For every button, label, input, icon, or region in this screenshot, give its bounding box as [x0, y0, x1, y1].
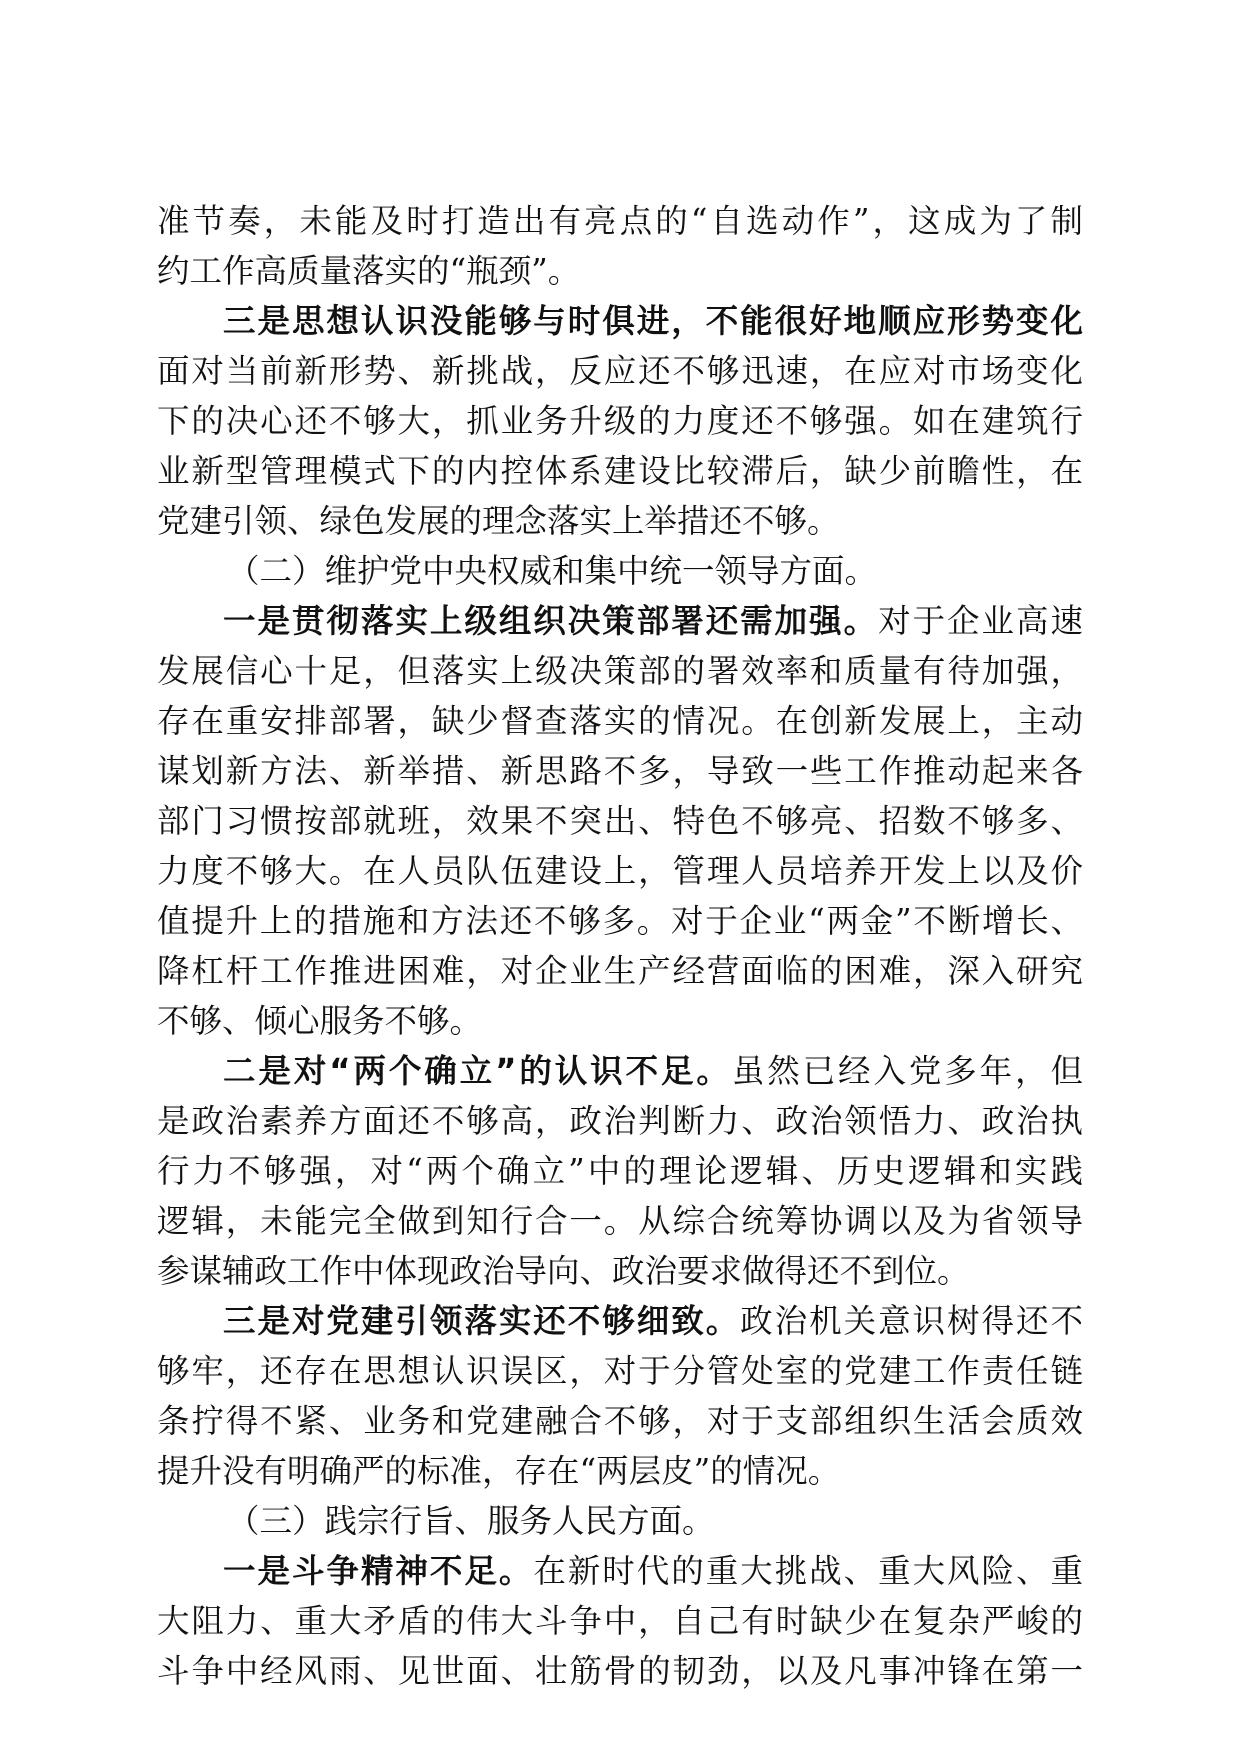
body-text: 降杠杆工作推进困难，对企业生产经营面临的困难，深入研究 [157, 952, 1083, 990]
body-text: 发展信心十足，但落实上级决策部的署效率和质量有待加强， [157, 652, 1083, 690]
bold-lead-text: 三是对党建引领落实还不够细致。 [223, 1302, 741, 1340]
paragraph-line [157, 1346, 1083, 1396]
paragraph-line [157, 796, 1083, 846]
document-page [157, 196, 1083, 1696]
body-text: 是政治素养方面还不够高，政治判断力、政治领悟力、政治执 [157, 1102, 1083, 1140]
body-text: 逻辑，未能完全做到知行合一。从综合统筹协调以及为省领导 [157, 1202, 1083, 1240]
paragraph-line [157, 1046, 1083, 1096]
paragraph-line [157, 1396, 1083, 1446]
paragraph-line [157, 196, 1083, 246]
body-text: 下的决心还不够大，抓业务升级的力度还不够强。如在建筑行 [157, 402, 1083, 440]
paragraph-line [157, 296, 1083, 346]
body-text: （二）维护党中央权威和集中统一领导方面。 [227, 552, 878, 590]
body-text: 不够、倾心服务不够。 [157, 1002, 483, 1040]
body-text: 准节奏，未能及时打造出有亮点的“自选动作”，这成为了制 [157, 202, 1083, 240]
body-text: 业新型管理模式下的内控体系建设比较滞后，缺少前瞻性，在 [157, 452, 1083, 490]
body-text: 够牢，还存在思想认识误区，对于分管处室的党建工作责任链 [157, 1352, 1083, 1390]
body-text: 政治机关意识树得还不 [740, 1302, 1083, 1340]
paragraph-line [157, 1246, 1083, 1296]
section-heading-line [157, 1496, 1083, 1546]
body-text: 斗争中经风雨、见世面、壮筋骨的韧劲，以及凡事冲锋在第一 [157, 1652, 1083, 1690]
bold-lead-text: 一是斗争精神不足。 [223, 1552, 534, 1590]
body-text: （三）践宗行旨、服务人民方面。 [227, 1502, 715, 1540]
paragraph-line [157, 246, 1083, 296]
paragraph-line [157, 896, 1083, 946]
paragraph-line [157, 1446, 1083, 1496]
paragraph-line [157, 696, 1083, 746]
body-text: 约工作高质量落实的“瓶颈”。 [157, 252, 581, 290]
body-text: 存在重安排部署，缺少督查落实的情况。在创新发展上，主动 [157, 702, 1083, 740]
paragraph-line [157, 446, 1083, 496]
body-text: 值提升上的措施和方法还不够多。对于企业“两金”不断增长、 [157, 902, 1083, 940]
body-text: 部门习惯按部就班，效果不突出、特色不够亮、招数不够多、 [157, 802, 1083, 840]
body-text: 力度不够大。在人员队伍建设上，管理人员培养开发上以及价 [157, 852, 1083, 890]
paragraph-line [157, 746, 1083, 796]
body-text: 在新时代的重大挑战、重大风险、重 [533, 1552, 1083, 1590]
paragraph-line [157, 846, 1083, 896]
paragraph-line [157, 1196, 1083, 1246]
body-text: 大阻力、重大矛盾的伟大斗争中，自己有时缺少在复杂严峻的 [157, 1602, 1083, 1640]
body-text: 虽然已经入党多年，但 [731, 1052, 1083, 1090]
bold-lead-text: 三是思想认识没能够与时俱进，不能很好地顺应形势变化 [223, 302, 1083, 340]
paragraph-line [157, 346, 1083, 396]
body-text: 行力不够强，对“两个确立”中的理论逻辑、历史逻辑和实践 [157, 1152, 1083, 1190]
paragraph-line [157, 1546, 1083, 1596]
paragraph-line [157, 596, 1083, 646]
body-text: 面对当前新形势、新挑战，反应还不够迅速，在应对市场变化 [157, 352, 1083, 390]
body-text: 党建引领、绿色发展的理念落实上举措还不够。 [157, 502, 840, 540]
bold-lead-text: 二是对“两个确立”的认识不足。 [223, 1052, 732, 1090]
section-heading-line [157, 546, 1083, 596]
paragraph-line [157, 1146, 1083, 1196]
paragraph-line [157, 1096, 1083, 1146]
paragraph-line [157, 646, 1083, 696]
paragraph-line [157, 1646, 1083, 1696]
body-text: 参谋辅政工作中体现政治导向、政治要求做得还不到位。 [157, 1252, 970, 1290]
bold-lead-text: 一是贯彻落实上级组织决策部署还需加强。 [223, 602, 879, 640]
paragraph-line [157, 1596, 1083, 1646]
body-text: 条拧得不紧、业务和党建融合不够，对于支部组织生活会质效 [157, 1402, 1083, 1440]
paragraph-line [157, 1296, 1083, 1346]
body-text: 谋划新方法、新举措、新思路不多，导致一些工作推动起来各 [157, 752, 1083, 790]
paragraph-line [157, 996, 1083, 1046]
body-text: 提升没有明确严的标准，存在“两层皮”的情况。 [157, 1452, 841, 1490]
body-text: 对于企业高速 [878, 602, 1083, 640]
paragraph-line [157, 946, 1083, 996]
paragraph-line [157, 396, 1083, 446]
paragraph-line [157, 496, 1083, 546]
